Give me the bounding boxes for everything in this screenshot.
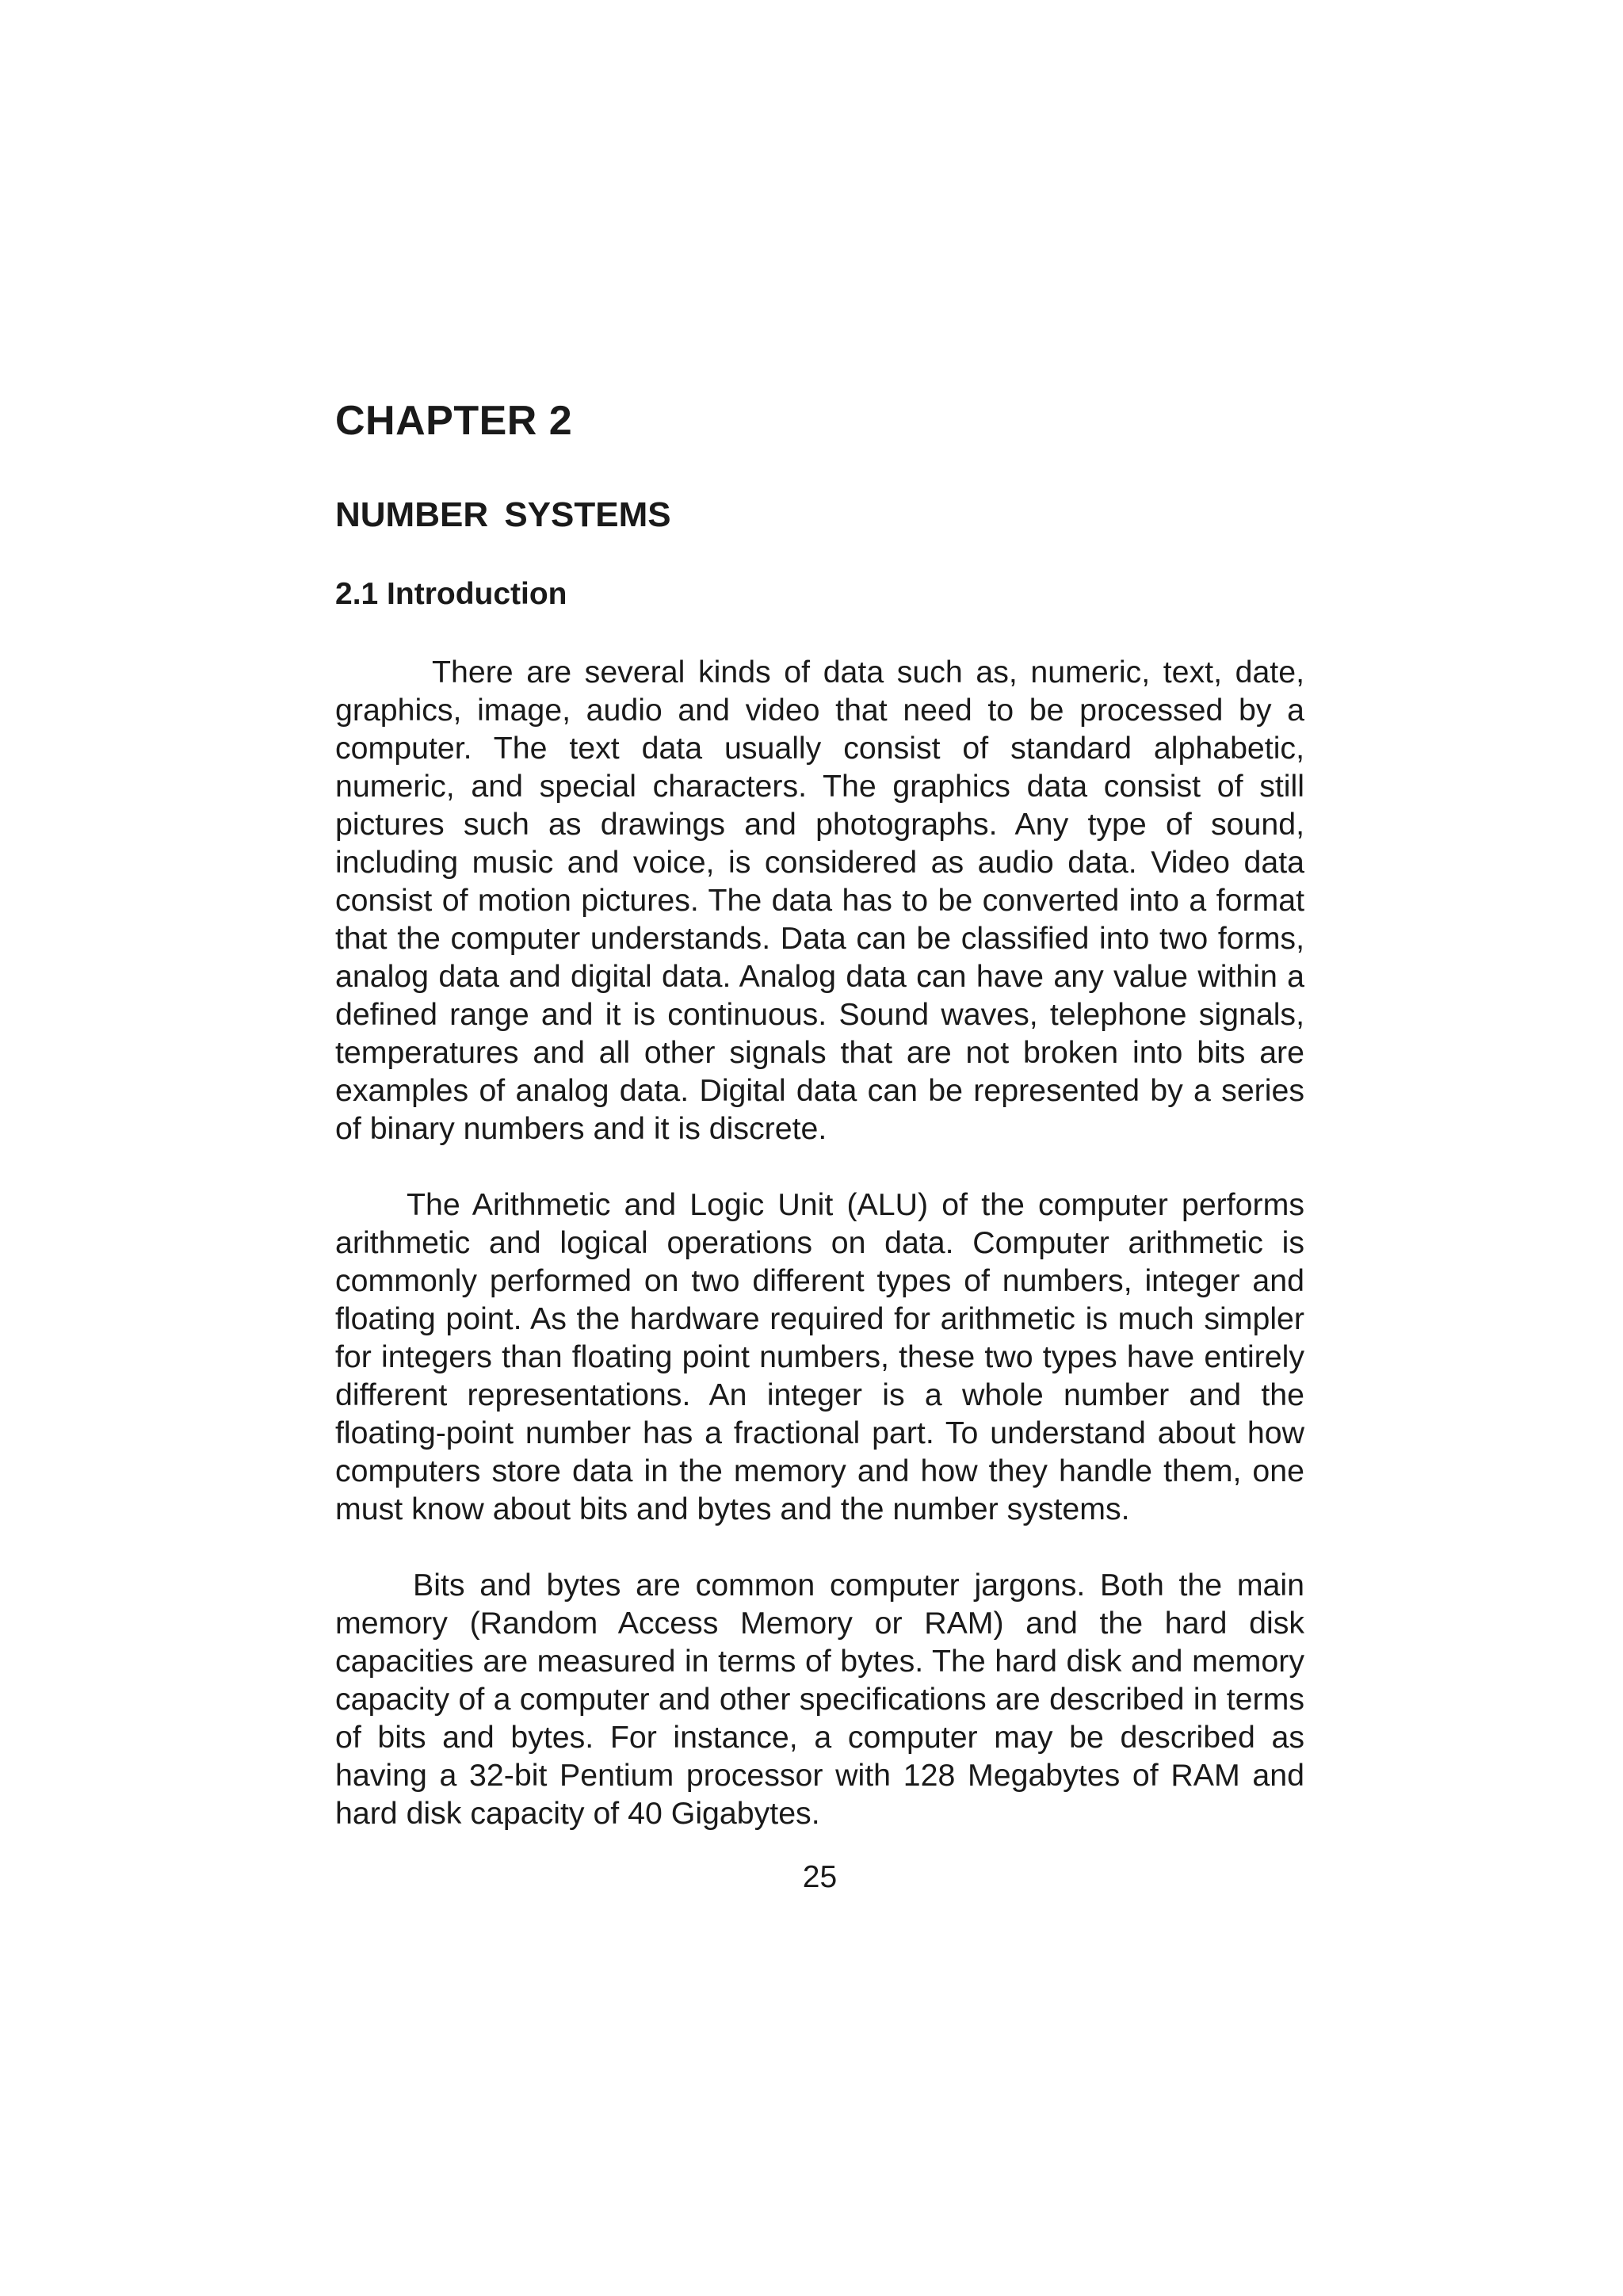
body-paragraph-1: There are several kinds of data such as, numeric, text, date, graphics, image, audio and video that need to be processed by a computer. The text data usually consist of standard alphabetic, numeric, and special characters. The graphics data consist of still pictures such as drawings and photographs. Any type of sound, including music and voice, is considered as audio data. Video data consist of motion pictures. The data has to be converted into a format that the computer understands. Data can be classified into two forms, analog data and digital data. Analog data can have any value within a defined range and it is continuous. Sound waves, telephone signals, temperatures and all other signals that are not broken into bits are examples of analog data. Digital data can be represented by a series of binary numbers and it is discrete. bbox=[335, 654, 1304, 1146]
chapter-subtitle: NUMBER SYSTEMS bbox=[335, 495, 671, 535]
body-paragraph-2: The Arithmetic and Logic Unit (ALU) of the computer performs arithmetic and logical operations on data. Computer arithmetic is commonly performed on two different types of numbers, integer and floating point. As the hardware required for arithmetic is much simpler for integers than floating point numbers, these two types have entirely different representations. An integer is a whole number and the floating-point number has a fractional part. To understand about how computers store data in the memory and how they handle them, one must know about bits and bytes and the number systems. bbox=[335, 1186, 1304, 1526]
page-number: 25 bbox=[802, 1860, 838, 1894]
body-paragraph-3: Bits and bytes are common computer jargons. Both the main memory (Random Access Memory or RAM) and the hard disk capacities are measured in terms of bytes. The hard disk and memory capacity of a computer and other specifications are described in terms of bits and bytes. For instance, a computer may be described as having a 32-bit Pentium processor with 128 Megabytes of RAM and hard disk capacity of 40 Gigabytes. bbox=[335, 1567, 1304, 1831]
section-heading: 2.1 Introduction bbox=[335, 577, 567, 612]
chapter-title: CHAPTER 2 bbox=[335, 398, 573, 444]
page-content bbox=[335, 396, 1304, 1832]
